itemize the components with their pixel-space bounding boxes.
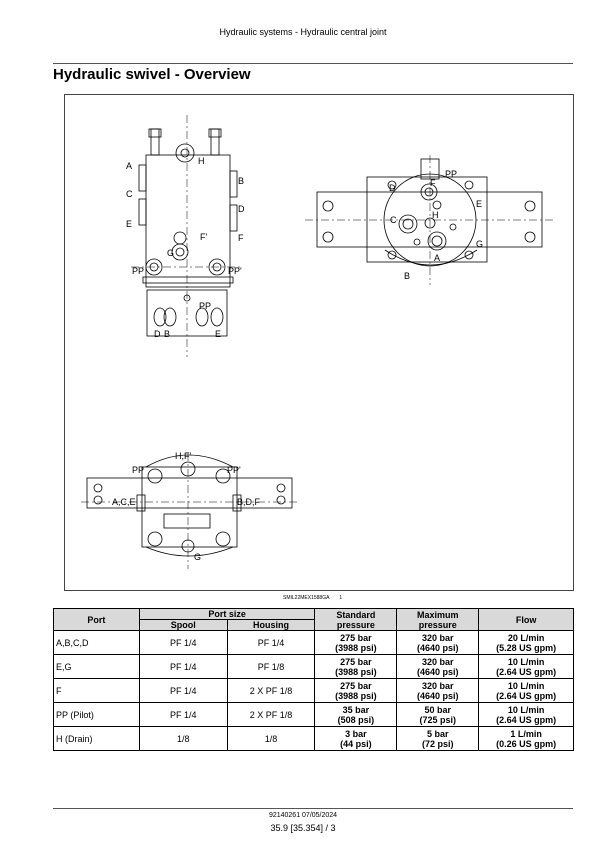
col-housing: Housing <box>227 620 315 631</box>
label-c: C <box>126 189 133 199</box>
label-bottom-b: B <box>164 329 171 339</box>
caption-number: 1 <box>339 595 343 601</box>
col-port: Port <box>54 609 140 631</box>
cell-standard-pressure: 35 bar (508 psi) <box>315 703 397 727</box>
table-row <box>54 679 574 703</box>
cell-spool: PF 1/4 <box>139 679 227 703</box>
col-port-size: Port size <box>139 609 315 620</box>
top-view-labels <box>112 451 261 562</box>
cell-flow: 10 L/min (2.64 US gpm) <box>479 655 574 679</box>
label-pp: PP <box>132 266 145 276</box>
footer-rule <box>53 808 573 809</box>
cell-maximum-pressure: 320 bar (4640 psi) <box>397 631 479 655</box>
label-h: H <box>198 156 205 166</box>
cell-spool: PF 1/4 <box>139 655 227 679</box>
label-bottom-pp: PP <box>199 301 212 311</box>
table-header-row <box>54 609 574 620</box>
figure-caption <box>283 595 342 601</box>
label-f: F <box>238 233 244 243</box>
cell-flow: 20 L/min (5.28 US gpm) <box>479 631 574 655</box>
cell-flow: 10 L/min (2.64 US gpm) <box>479 679 574 703</box>
cell-standard-pressure: 3 bar (44 psi) <box>315 727 397 751</box>
header-standard: Standard <box>336 609 376 620</box>
cell-spool: PF 1/4 <box>139 631 227 655</box>
label-pp-prime: PP' <box>228 266 242 276</box>
col-flow: Flow <box>479 609 574 631</box>
page-title: Hydraulic swivel - Overview <box>53 66 251 83</box>
cell-standard-pressure: 275 bar (3988 psi) <box>315 631 397 655</box>
top-view-nameplate <box>164 514 210 528</box>
table-row <box>54 631 574 655</box>
label-g: G <box>194 552 202 562</box>
cell-port: H (Drain) <box>54 727 140 751</box>
table-row <box>54 727 574 751</box>
cell-standard-pressure: 275 bar (3988 psi) <box>315 655 397 679</box>
end-view <box>305 155 553 285</box>
label-bottom-e: E <box>215 329 222 339</box>
label-f: F <box>430 178 436 188</box>
cell-housing: 2 X PF 1/8 <box>227 679 315 703</box>
label-f-prime: F' <box>200 232 208 242</box>
port-spec-table <box>53 608 574 751</box>
col-maximum-pressure <box>397 609 479 631</box>
cell-spool: 1/8 <box>139 727 227 751</box>
swivel-drawing-figure <box>64 94 574 591</box>
col-standard-pressure <box>315 609 397 631</box>
table-row <box>54 703 574 727</box>
label-b: B <box>404 271 411 281</box>
header-pressure: pressure <box>418 619 457 630</box>
label-hf: H,F' <box>175 451 192 461</box>
cell-housing: PF 1/8 <box>227 655 315 679</box>
label-d: D <box>389 183 396 193</box>
cell-flow: 10 L/min (2.64 US gpm) <box>479 703 574 727</box>
cell-maximum-pressure: 320 bar (4640 psi) <box>397 679 479 703</box>
technical-drawing <box>65 95 575 592</box>
label-ace: A,C,E <box>112 497 136 507</box>
caption-code: SMIL22MEX1588GA <box>283 595 330 601</box>
header-rule <box>53 63 573 64</box>
label-b: B <box>238 176 245 186</box>
col-spool: Spool <box>139 620 227 631</box>
header-maximum: Maximum <box>416 609 459 620</box>
cell-port: PP (Pilot) <box>54 703 140 727</box>
label-pp-prime: PP' <box>227 465 241 475</box>
label-a: A <box>126 161 133 171</box>
label-g: G <box>476 239 484 249</box>
cell-port: A,B,C,D <box>54 631 140 655</box>
label-g: G <box>167 248 175 258</box>
cell-port: E,G <box>54 655 140 679</box>
cell-spool: PF 1/4 <box>139 703 227 727</box>
table-row <box>54 655 574 679</box>
label-e: E <box>126 219 133 229</box>
running-header: Hydraulic systems - Hydraulic central joint <box>219 27 387 37</box>
label-e: E <box>476 199 483 209</box>
label-pp: PP <box>132 465 145 475</box>
label-a: A <box>434 253 441 263</box>
cell-housing: PF 1/4 <box>227 631 315 655</box>
cell-housing: 2 X PF 1/8 <box>227 703 315 727</box>
label-bottom-d: D <box>154 329 161 339</box>
label-h: H <box>432 210 439 220</box>
cell-housing: 1/8 <box>227 727 315 751</box>
side-view <box>131 115 243 357</box>
cell-maximum-pressure: 50 bar (725 psi) <box>397 703 479 727</box>
label-bdf: B,D,F <box>237 497 261 507</box>
label-c: C <box>390 215 397 225</box>
top-view <box>81 453 299 569</box>
cell-flow: 1 L/min (0.26 US gpm) <box>479 727 574 751</box>
page-reference: 35.9 [35.354] / 3 <box>270 823 336 833</box>
cell-maximum-pressure: 5 bar (72 psi) <box>397 727 479 751</box>
cell-maximum-pressure: 320 bar (4640 psi) <box>397 655 479 679</box>
cell-standard-pressure: 275 bar (3988 psi) <box>315 679 397 703</box>
table-body <box>54 631 574 751</box>
label-d: D <box>238 204 245 214</box>
cell-port: F <box>54 679 140 703</box>
doc-reference: 92140261 07/05/2024 <box>268 812 338 819</box>
header-pressure: pressure <box>336 619 375 630</box>
label-pp: PP <box>445 169 458 179</box>
